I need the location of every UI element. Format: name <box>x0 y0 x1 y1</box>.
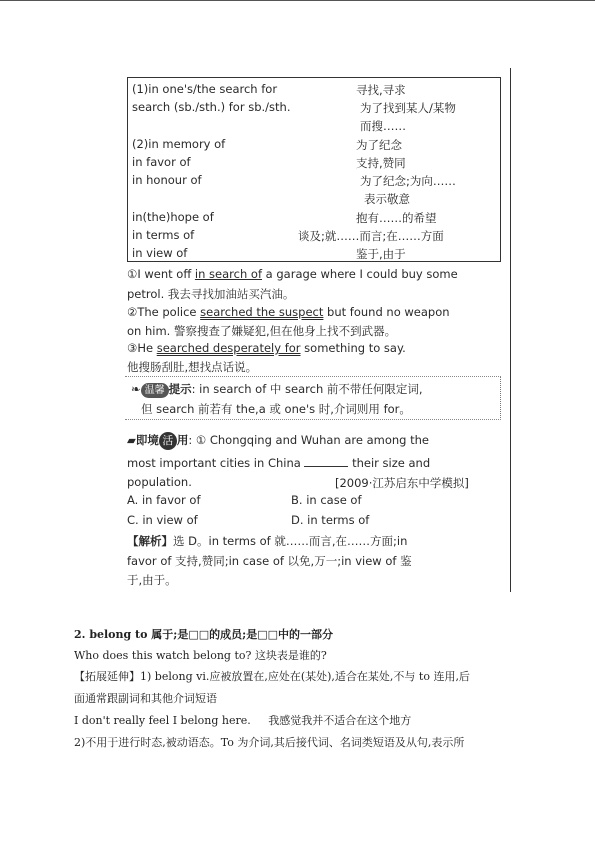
example-1-line-1: ①I went off in search of a garage where I could buy some <box>127 267 458 281</box>
extension-line-3: 2)不用于进行时态,被动语态。To 为介词,其后接代词、名词类短语及从句,表示所 <box>74 736 465 749</box>
example-sentence-2: I don't really feel I belong here. 我感觉我并不适合在这个地方 <box>74 714 412 727</box>
phrase-cn: 寻找,寻求 <box>356 83 406 97</box>
phrase-en: (2)in memory of <box>132 137 226 151</box>
extension-line-2: 面通常跟副词和其他介词短语 <box>74 692 217 705</box>
phrase-en: in honour of <box>132 173 202 187</box>
tip-badge: 温馨 <box>141 383 169 398</box>
tip-line-1: ❧ 温馨 提示: in search of 中 search 前不带任何限定词, <box>131 382 423 396</box>
leaf-icon: ❧ <box>131 382 141 396</box>
apply-line-1: ▰即境 活 用: ① Chongqing and Wuhan are among the <box>127 432 429 450</box>
option-a: A. in favor of <box>127 493 201 507</box>
phrase-cn: 谈及;就……而言;在……方面 <box>298 229 444 243</box>
phrase-cn: 表示敬意 <box>364 192 410 206</box>
apply-line-2: most important cities in China their size and <box>127 456 431 470</box>
phrase-cn: 鉴于,由于 <box>356 247 406 261</box>
analysis-line-1: 【解析】选 D。in terms of 就……而言,在……方面;in <box>127 534 408 548</box>
phrase-table <box>127 77 501 262</box>
scanned-textbook-excerpt <box>121 68 511 592</box>
phrase-en: in terms of <box>132 228 195 242</box>
book-icon: ▰ <box>127 433 136 447</box>
phrase-en: in view of <box>132 246 188 260</box>
phrase-en: (1)in one's/the search for <box>132 82 278 96</box>
phrase-cn: 为了找到某人/某物 <box>360 101 456 115</box>
option-d: D. in terms of <box>291 513 370 527</box>
top-rule <box>0 0 595 1</box>
option-c: C. in view of <box>127 513 198 527</box>
phrase-en: in favor of <box>132 155 191 169</box>
answer-blank <box>304 456 348 467</box>
example-1-line-2: petrol. 我去寻找加油站买汽油。 <box>127 287 295 301</box>
extension-line-1: 【拓展延伸】1) belong vi.应被放置在,应处在(某处),适合在某处,不与 to 连用,后 <box>74 670 470 683</box>
margin-rule <box>510 68 511 592</box>
example-sentence: Who does this watch belong to? 这块表是谁的? <box>74 649 327 662</box>
example-3-line-2: 他搜肠刮肚,想找点话说。 <box>127 360 258 374</box>
phrase-cn: 为了纪念;为向…… <box>360 174 456 188</box>
tip-line-2: 但 search 前若有 the,a 或 one's 时,介词则用 for。 <box>141 402 411 416</box>
section-heading: 2. belong to 属于;是□□的成员;是□□中的一部分 <box>74 628 333 641</box>
phrase-en: search (sb./sth.) for sb./sth. <box>132 100 291 114</box>
phrase-en: in(the)hope of <box>132 210 214 224</box>
option-b: B. in case of <box>291 493 362 507</box>
phrase-cn: 抱有……的希望 <box>356 211 437 225</box>
example-2-line-1: ②The police searched the suspect but found no weapon <box>127 305 450 319</box>
phrase-cn: 为了纪念 <box>356 138 402 152</box>
example-3-line-1: ③He searched desperately for something to say. <box>127 341 406 355</box>
phrase-cn: 支持,赞同 <box>356 156 406 170</box>
analysis-line-3: 于,由于。 <box>127 573 177 587</box>
example-2-line-2: on him. 警察搜查了嫌疑犯,但在他身上找不到武器。 <box>127 324 397 338</box>
phrase-cn: 而搜…… <box>360 119 406 133</box>
huo-badge: 活 <box>159 432 177 450</box>
apply-line-3: population. <box>127 475 192 489</box>
analysis-line-2: favor of 支持,赞同;in case of 以免,万一;in view of 鉴 <box>127 554 412 568</box>
apply-source: [2009·江苏启东中学模拟] <box>335 476 469 490</box>
